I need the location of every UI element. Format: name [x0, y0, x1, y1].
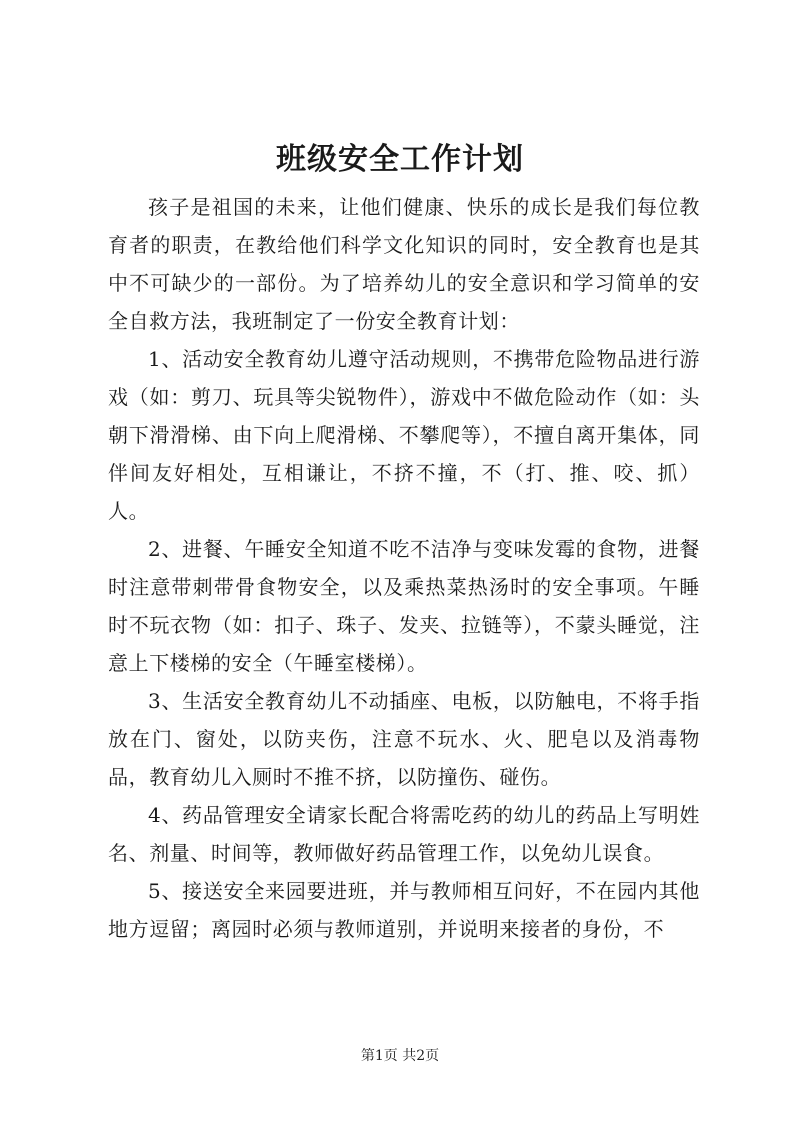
page-footer: 第1页 共2页 — [360, 1048, 440, 1064]
page-title: 班级安全工作计划 — [276, 142, 524, 177]
activity-safety-paragraph: 1、活动安全教育幼儿遵守活动规则，不携带危险物品进行游戏（如：剪刀、玩具等尖锐物件），游戏中不做危险动作（如：头朝下滑滑梯、由下向上爬滑梯、不攀爬等），不擅自离开集体，同伴间友好相处，互相谦让，不挤不撞，不（打、推、咬、抓）人。 — [108, 347, 700, 523]
pickup-safety-paragraph: 5、接送安全来园要进班，并与教师相互问好，不在园内其他地方逗留；离园时必须与教师道别，并说明来接者的身份，不 — [108, 879, 700, 941]
medicine-safety-paragraph: 4、药品管理安全请家长配合将需吃药的幼儿的药品上写明姓名、剂量、时间等，教师做好药品管理工作，以免幼儿误食。 — [108, 803, 700, 865]
daily-life-safety-paragraph: 3、生活安全教育幼儿不动插座、电板，以防触电，不将手指放在门、窗处，以防夹伤，注意不玩水、火、肥皂以及消毒物品，教育幼儿入厕时不推不挤，以防撞伤、碰伤。 — [108, 689, 700, 789]
intro-paragraph: 孩子是祖国的未来，让他们健康、快乐的成长是我们每位教育者的职责，在教给他们科学文化知识的同时，安全教育也是其中不可缺少的一部份。为了培养幼儿的安全意识和学习简单的安全自救方法，我班制定了一份安全教育计划： — [108, 195, 700, 333]
document-body — [108, 188, 700, 948]
meal-nap-safety-paragraph: 2、进餐、午睡安全知道不吃不洁净与变味发霉的食物，进餐时注意带刺带骨食物安全，以及乘热菜热汤时的安全事项。午睡时不玩衣物（如：扣子、珠子、发夹、拉链等），不蒙头睡觉，注意上下楼梯的安全（午睡室楼梯）。 — [108, 537, 700, 675]
